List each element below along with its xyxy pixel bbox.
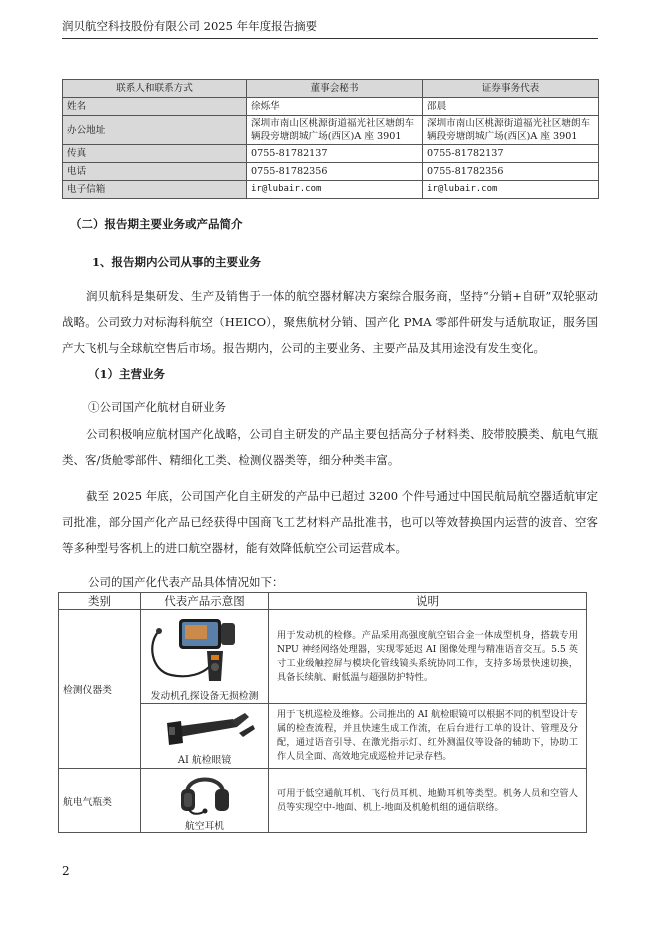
- secretary-email[interactable]: ir@lubair.com: [247, 181, 423, 199]
- intro-paragraph: 润贝航科是集研发、生产及销售于一体的航空器材解决方案综合服务商，坚持“分销+自研”双轮驱动战略。公司致力对标海科航空（HEICO），聚焦航材分销、国产化 PMA 零部件研发与适航取证，服务国产大飞机与全球航空售后市场。报告期内，公司的主要业务、主要产品及其用途没有发生变化。: [62, 289, 598, 355]
- item1-paragraph-2: 截至 2025 年底，公司国产化自主研发的产品中已超过 3200 个件号通过中国民航局航空器适航审定司批准，部分国产化产品已经获得中国商飞工艺材料产品批准书，也可以等效替换国内运营的波音、空客等多种型号客机上的进口航空器材，能有效降低航空公司运营成本。: [62, 489, 598, 555]
- products-table: [58, 592, 587, 833]
- contact-row-fax: [63, 145, 599, 163]
- row-label: 电话: [63, 163, 247, 181]
- product-description: 用于发动机的检修。产品采用高强度航空铝合金一体成型机身，搭载专用 NPU 神经网络处理器，实现零延迟 AI 图像处理与精准语音交互。5.5 英寸工业级触控屏与模块化管线镜头系统协同工作，支持多场景快速切换，具备长续航、耐低温与超强防护特性。: [269, 610, 587, 704]
- product-image-label: AI 航检眼镜: [177, 754, 232, 766]
- products-table-caption: 公司的国产化代表产品具体情况如下：: [88, 575, 284, 589]
- contact-row-phone: [63, 163, 599, 181]
- contact-row-email: [63, 181, 599, 199]
- item1-paragraph-1: 公司积极响应航材国产化战略，公司自主研发的产品主要包括高分子材料类、胶带胶膜类、航电气瓶类、客/货舱零部件、精细化工类、检测仪器类等，细分种类丰富。: [62, 427, 598, 467]
- contact-table: [62, 79, 599, 199]
- product-image-cell: [141, 704, 269, 769]
- ai-inspection-glasses-image: [145, 709, 265, 751]
- secretary-value: 0755-81782356: [247, 163, 423, 181]
- row-label: 姓名: [63, 98, 247, 116]
- product-row: [59, 769, 587, 833]
- section-heading: （二）报告期主要业务或产品简介: [70, 217, 243, 231]
- product-description: 用于飞机巡检及维修。公司推出的 AI 航检眼镜可以根据不同的机型设计专属的检查流程，并且快速生成工作流，在后台进行工单的设计、管理及分配，通过语音引导、在激光指示灯、红外测温仪等设备的辅助下，协助工作人员全面、高效地完成巡检并记录存档。: [269, 704, 587, 769]
- secretary-value: 0755-81782137: [247, 145, 423, 163]
- contact-table-header: [63, 80, 599, 98]
- item1-heading: ①公司国产化航材自研业务: [88, 400, 226, 414]
- contact-col-header: 证券事务代表: [423, 80, 599, 98]
- page-header: 润贝航空科技股份有限公司 2025 年年度报告摘要: [62, 18, 598, 39]
- representative-value: 深圳市南山区桃源街道福光社区塘朗车辆段旁塘朗城广场(西区)A 座 3901: [423, 116, 599, 145]
- product-image-label: 发动机孔探设备无损检测: [150, 691, 259, 702]
- contact-row-address: [63, 116, 599, 145]
- products-table-header: [59, 593, 587, 610]
- product-description: 可用于低空通航耳机、飞行员耳机、地勤耳机等类型。机务人员和空管人员等实现空中-地面、机上-地面及机舱机组的通信联络。: [269, 769, 587, 833]
- main-business-heading: （1）主营业务: [88, 367, 166, 381]
- product-image-cell: [141, 610, 269, 704]
- section-subheading: 1、报告期内公司从事的主要业务: [92, 255, 261, 269]
- product-image-label: 航空耳机: [184, 821, 225, 832]
- contact-row-name: [63, 98, 599, 116]
- representative-value: 0755-81782356: [423, 163, 599, 181]
- aviation-headset-image: [145, 771, 265, 817]
- product-category: 航电气瓶类: [59, 769, 141, 833]
- borescope-device-image: [145, 613, 265, 687]
- product-category: 检测仪器类: [59, 610, 141, 769]
- row-label: 传真: [63, 145, 247, 163]
- page-number: 2: [62, 864, 70, 878]
- contact-col-header: 联系人和联系方式: [63, 80, 247, 98]
- contact-col-header: 董事会秘书: [247, 80, 423, 98]
- product-image-cell: [141, 769, 269, 833]
- representative-value: 0755-81782137: [423, 145, 599, 163]
- representative-value: 邵晨: [423, 98, 599, 116]
- products-col-header: 说明: [269, 593, 587, 610]
- products-col-header: 类别: [59, 593, 141, 610]
- products-col-header: 代表产品示意图: [141, 593, 269, 610]
- secretary-value: 深圳市南山区桃源街道福光社区塘朗车辆段旁塘朗城广场(西区)A 座 3901: [247, 116, 423, 145]
- representative-email[interactable]: ir@lubair.com: [423, 181, 599, 199]
- product-row: [59, 610, 587, 704]
- secretary-value: 徐烁华: [247, 98, 423, 116]
- row-label: 电子信箱: [63, 181, 247, 199]
- row-label: 办公地址: [63, 116, 247, 145]
